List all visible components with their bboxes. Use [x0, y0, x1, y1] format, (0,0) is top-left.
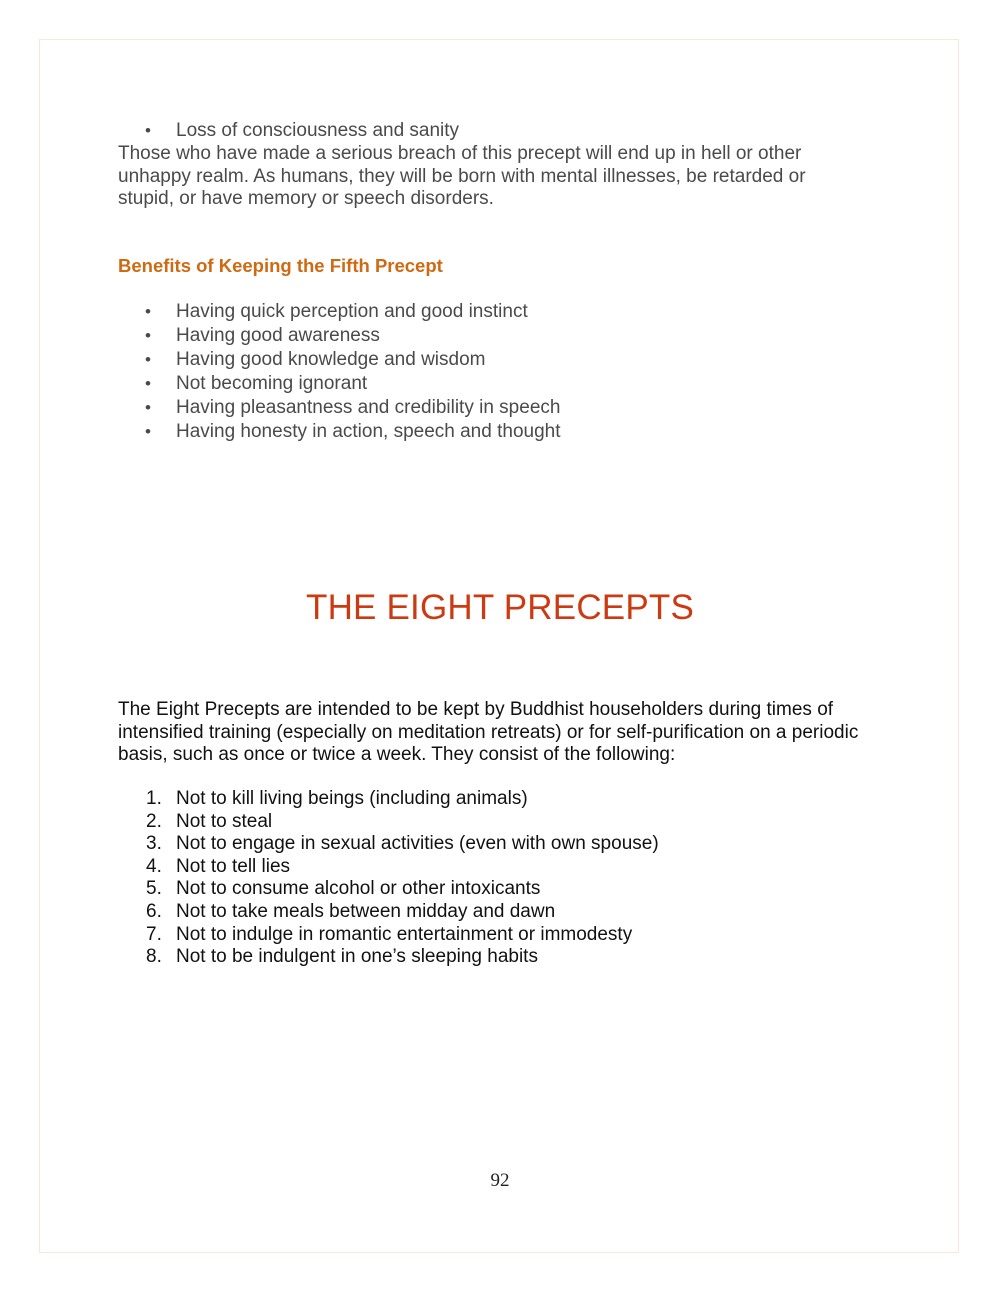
list-item-text: Not to indulge in romantic entertainment or immodesty	[176, 923, 633, 945]
eight-precepts-title: THE EIGHT PRECEPTS	[305, 588, 695, 627]
list-item-text: Not to be indulgent in one’s sleeping habits	[176, 946, 538, 968]
bullet-marker: •	[145, 350, 151, 369]
list-item	[118, 348, 898, 372]
eight-precepts-section	[118, 788, 898, 969]
list-number: 4.	[146, 855, 162, 877]
list-item	[118, 901, 898, 924]
list-item-text: Having pleasantness and credibility in speech	[176, 397, 561, 418]
list-item-text: Not to consume alcohol or other intoxicants	[176, 878, 541, 900]
page-border	[39, 39, 959, 1253]
list-item-text: Having honesty in action, speech and thought	[176, 421, 561, 442]
bullet-marker: •	[145, 422, 151, 441]
list-item	[118, 420, 898, 444]
list-number: 7.	[146, 923, 162, 945]
bullet-marker: •	[145, 302, 151, 321]
list-item	[118, 856, 898, 879]
bullet-marker: •	[145, 121, 151, 140]
list-item-text: Having good awareness	[176, 325, 380, 346]
list-number: 3.	[146, 833, 162, 855]
list-item-text: Having good knowledge and wisdom	[176, 349, 486, 370]
list-item	[118, 946, 898, 969]
list-item	[118, 372, 898, 396]
list-number: 1.	[146, 788, 162, 809]
benefits-list	[118, 300, 898, 444]
bullet-marker: •	[145, 326, 151, 345]
bullet-marker: •	[145, 398, 151, 417]
consequence-paragraph: Those who have made a serious breach of this precept will end up in hell or other unhappy realm. As humans, they will be born with mental illnesses, be retarded or stupid, or have memory or speech disorders.	[118, 143, 806, 210]
list-item-text: Not to tell lies	[176, 855, 291, 877]
list-item-text: Not to kill living beings (including animals)	[176, 788, 528, 809]
list-number: 8.	[146, 946, 162, 968]
top-bullet-list	[118, 119, 898, 143]
list-item	[118, 300, 898, 324]
list-item	[118, 396, 898, 420]
list-item	[118, 119, 898, 143]
list-item-text: Not to engage in sexual activities (even with own spouse)	[176, 833, 659, 855]
intro-paragraph: The Eight Precepts are intended to be kept by Buddhist householders during times of intensified training (especially on meditation retreats) or for self-purification on a periodic basis, such as once or twice a week. They consist of the following:	[118, 699, 859, 766]
list-item	[118, 924, 898, 947]
benefits-heading: Benefits of Keeping the Fifth Precept	[118, 255, 443, 276]
list-item-text: Not to steal	[176, 810, 273, 832]
list-item	[118, 878, 898, 901]
list-number: 6.	[146, 900, 162, 922]
list-item-text: Loss of consciousness and sanity	[176, 120, 460, 141]
list-item	[118, 324, 898, 348]
list-item-text: Having quick perception and good instinct	[176, 301, 528, 322]
eight-precepts-list	[118, 788, 898, 969]
top-section	[118, 119, 898, 211]
list-item	[118, 788, 898, 811]
eight-precepts-intro	[118, 699, 908, 767]
list-item-text: Not to take meals between midday and dawn	[176, 900, 556, 922]
benefits-section	[118, 300, 898, 444]
list-item	[118, 833, 898, 856]
list-item	[118, 811, 898, 834]
list-number: 5.	[146, 878, 162, 900]
list-item-text: Not becoming ignorant	[176, 373, 368, 394]
list-number: 2.	[146, 810, 162, 832]
page-number: 92	[490, 1170, 510, 1191]
bullet-marker: •	[145, 374, 151, 393]
